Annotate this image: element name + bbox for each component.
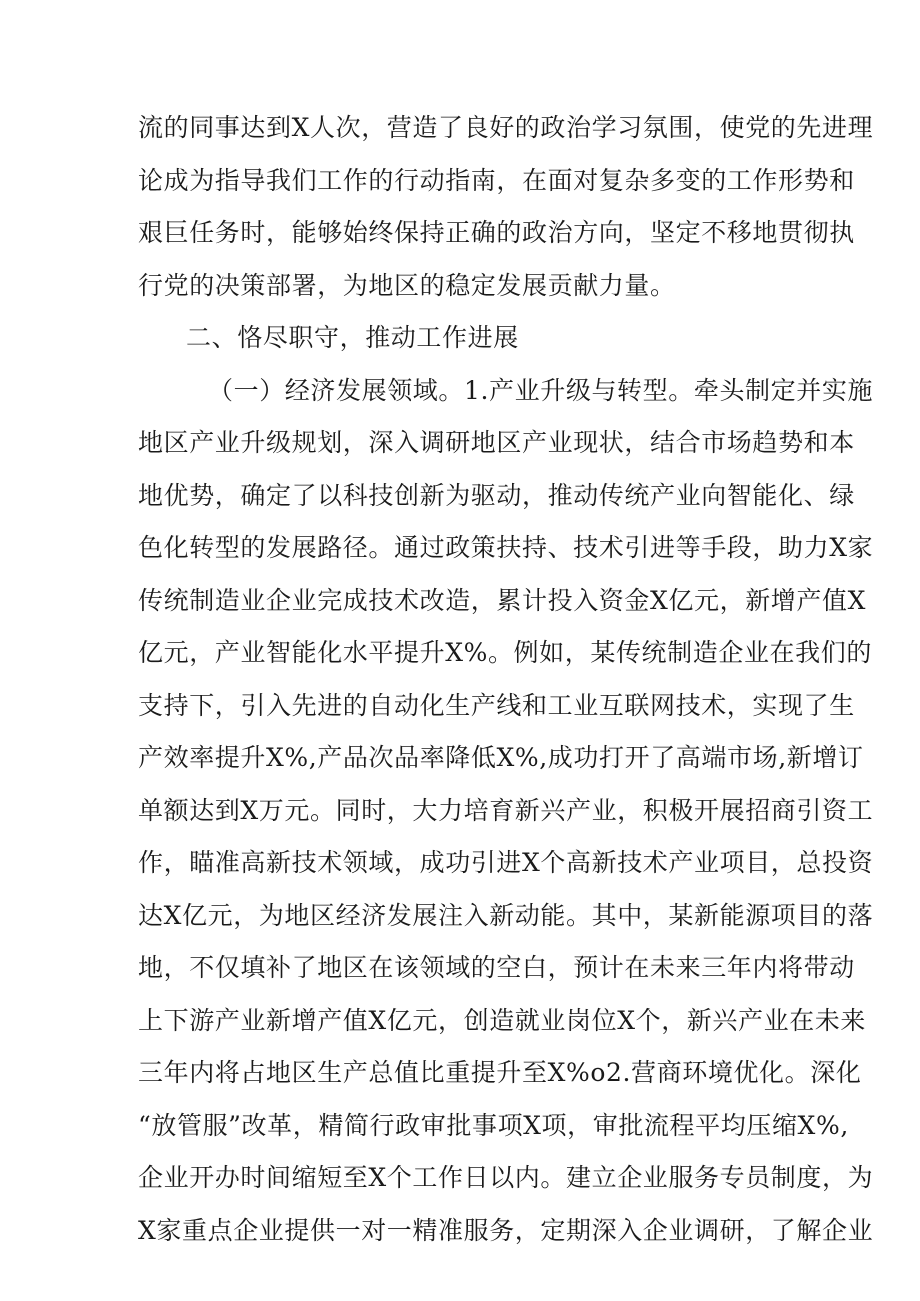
body-text-line: 单额达到X万元。同时，大力培育新兴产业，积极开展招商引资工 (138, 796, 874, 825)
body-text-line: 上下游产业新增产值X亿元，创造就业岗位X个，新兴产业在未来 (138, 1006, 866, 1035)
body-text-line: 支持下，引入先进的自动化生产线和工业互联网技术，实现了生 (138, 691, 855, 720)
body-text-line: 艰巨任务时，能够始终保持正确的政治方向，坚定不移地贯彻执 (138, 218, 855, 247)
body-text-line: 企业开办时间缩短至X个工作日以内。建立企业服务专员制度，为 (138, 1163, 874, 1192)
body-text-line: 地优势，确定了以科技创新为驱动，推动传统产业向智能化、绿 (138, 481, 855, 510)
body-text-line: 传统制造业企业完成技术改造，累计投入资金X亿元，新增产值X (138, 586, 866, 615)
subsection-paragraph-start: （一）经济发展领域。1.产业升级与转型。牵头制定并实施 (208, 376, 874, 405)
body-text-line: 亿元，产业智能化水平提升X%。例如，某传统制造企业在我们的 (138, 638, 872, 667)
body-text-line: 三年内将占地区生产总值比重提升至X%o2.营商环境优化。深化 (138, 1058, 862, 1087)
body-text-line: “放管服”改革，精简行政审批事项X项，审批流程平均压缩X%, (138, 1111, 849, 1140)
body-text-line: 作，瞄准高新技术领域，成功引进X个高新技术产业项目，总投资 (138, 848, 874, 877)
body-text-line: 流的同事达到X人次，营造了良好的政治学习氛围，使党的先进理 (138, 113, 874, 142)
body-text-line: X家重点企业提供一对一精准服务，定期深入企业调研，了解企业 (138, 1216, 874, 1245)
body-text-line: 产效率提升X%,产品次品率降低X%,成功打开了高端市场,新增订 (138, 743, 864, 772)
body-text-line: 色化转型的发展路径。通过政策扶持、技术引进等手段，助力X家 (138, 533, 874, 562)
body-text-line: 达X亿元，为地区经济发展注入新动能。其中，某新能源项目的落 (138, 901, 874, 930)
body-text-line: 论成为指导我们工作的行动指南，在面对复杂多变的工作形势和 (138, 166, 855, 195)
body-text-line: 地区产业升级规划，深入调研地区产业现状，结合市场趋势和本 (138, 428, 855, 457)
body-text-line: 行党的决策部署，为地区的稳定发展贡献力量。 (138, 271, 676, 300)
body-text-line: 地，不仅填补了地区在该领域的空白，预计在未来三年内将带动 (138, 953, 855, 982)
section-heading: 二、恪尽职守，推动工作进展 (186, 323, 519, 352)
